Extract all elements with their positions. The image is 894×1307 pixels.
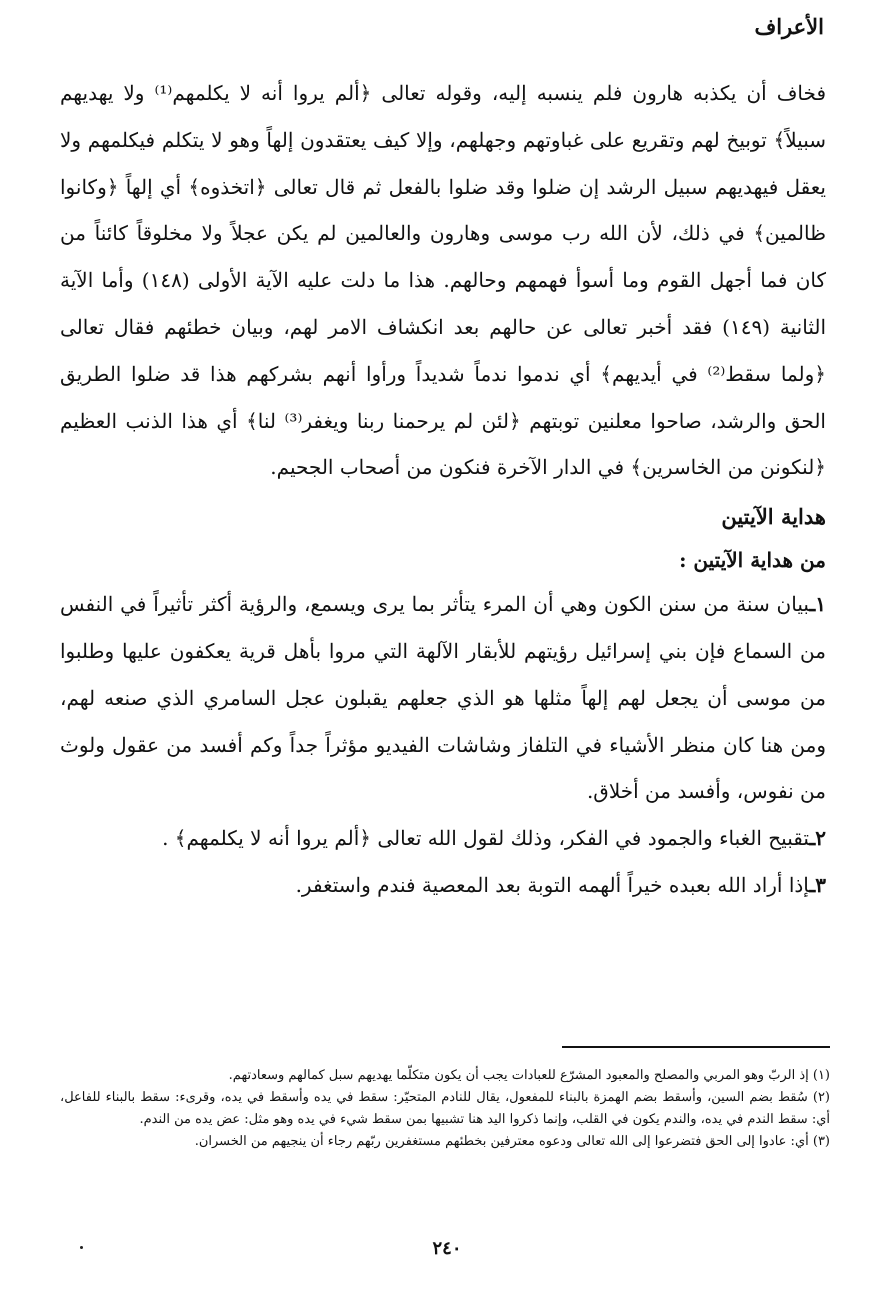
footnote-2: (٢) سُقط بضم السين، وأسقط بضم الهمزة بالبناء للمفعول، يقال للنادم المتحيّر: سقط في يده وأسقط في يده، وقرىء: سقط بالبناء للفاعل، أي: سقط الندم في يده، والندم يكون في القلب، وإنما ذكروا اليد هنا تشبيها بمن سقط شيء في يده وهو مثل: عض يده من الندم. xyxy=(60,1090,830,1127)
guidance-point-2 xyxy=(60,815,826,862)
point-number: ٣ـ xyxy=(809,872,826,897)
footnote-3: (٣) أي: عادوا إلى الحق فتضرعوا إلى الله تعالى ودعوه معترفين بخطئهم مستغفرين ربّهم رجاء أن ينجيهم من الخسران. xyxy=(194,1134,830,1149)
footnotes xyxy=(60,1065,830,1153)
page-number: ٢٤٠ xyxy=(432,1238,462,1259)
footnote-divider xyxy=(562,1046,830,1048)
section-heading: هداية الآيتين xyxy=(721,504,826,530)
footnote-1: (١) إذ الربّ وهو المربي والمصلح والمعبود المشرّع للعبادات يجب أن يكون متكلّما يهديهم سبل كمالهم وسعادتهم. xyxy=(228,1068,830,1083)
point-text: تقبيح الغباء والجمود في الفكر، وذلك لقول الله تعالى ﴿ألم يروا أنه لا يكلمهم﴾ . xyxy=(162,826,810,851)
point-text: إذا أراد الله بعبده خيراً ألهمه التوبة بعد المعصية فندم واستغفر. xyxy=(295,872,810,897)
guidance-point-3 xyxy=(60,862,826,909)
point-number: ١ـ xyxy=(809,592,826,617)
point-number: ٢ـ xyxy=(809,826,826,851)
commentary-paragraph: فخاف أن يكذبه هارون فلم ينسبه إليه، وقوله تعالى ﴿ألم يروا أنه لا يكلمهم⁽¹⁾ ولا يهديهم سبيلاً﴾ توبيخ لهم وتقريع على غباوتهم وجهلهم، وإلا كيف يعتقدون إلهاً وهو لا يتكلم فيكلمهم ولا يعقل فيهديهم سبيل الرشد إن ضلوا وقد ضلوا بالفعل ثم قال تعالى ﴿اتخذوه﴾ أي إلهاً ﴿وكانوا ظالمين﴾ في ذلك، لأن الله رب موسى وهارون والعالمين لم يكن عجلاً ولا مخلوقاً كائناً من كان فما أجهل القوم وما أسوأ فهمهم وحالهم. هذا ما دلت عليه الآية الأولى (١٤٨) وأما الآية الثانية (١٤٩) فقد أخبر تعالى عن حالهم بعد انكشاف الامر لهم، وبيان خطئهم فقال تعالى ﴿ولما سقط⁽²⁾ في أيديهم﴾ أي ندموا ندماً شديداً ورأوا أنهم بشركهم هذا قد ضلوا الطريق الحق والرشد، صاحوا معلنين توبتهم ﴿لئن لم يرحمنا ربنا ويغفر⁽³⁾ لنا﴾ أي هذا الذنب العظيم ﴿لنكونن من الخاسرين﴾ في الدار الآخرة فنكون من أصحاب الجحيم. xyxy=(60,81,827,480)
running-header-surah-name: الأعراف xyxy=(754,14,824,39)
guidance-intro: من هداية الآيتين : xyxy=(679,548,826,573)
point-text: بيان سنة من سنن الكون وهي أن المرء يتأثر بما يرى ويسمع، والرؤية أكثر تأثيراً في النفس من السماع فإن بني إسرائيل رؤيتهم للأبقار الآلهة التي مروا بأهل قرية يعكفون عليها وطلبوا من موسى أن يجعل لهم إلهاً مثلها هو الذي جعلهم يقبلون عجل السامري الذي صنعه لهم، ومن هنا كان منظر الأشياء في التلفاز وشاشات الفيديو مؤثراً جداً وكم أفسد من عقول ولوث من نفوس، وأفسد من أخلاق. xyxy=(60,592,826,804)
print-speck xyxy=(80,1246,83,1249)
main-body xyxy=(60,70,826,909)
guidance-point-1 xyxy=(60,581,826,815)
